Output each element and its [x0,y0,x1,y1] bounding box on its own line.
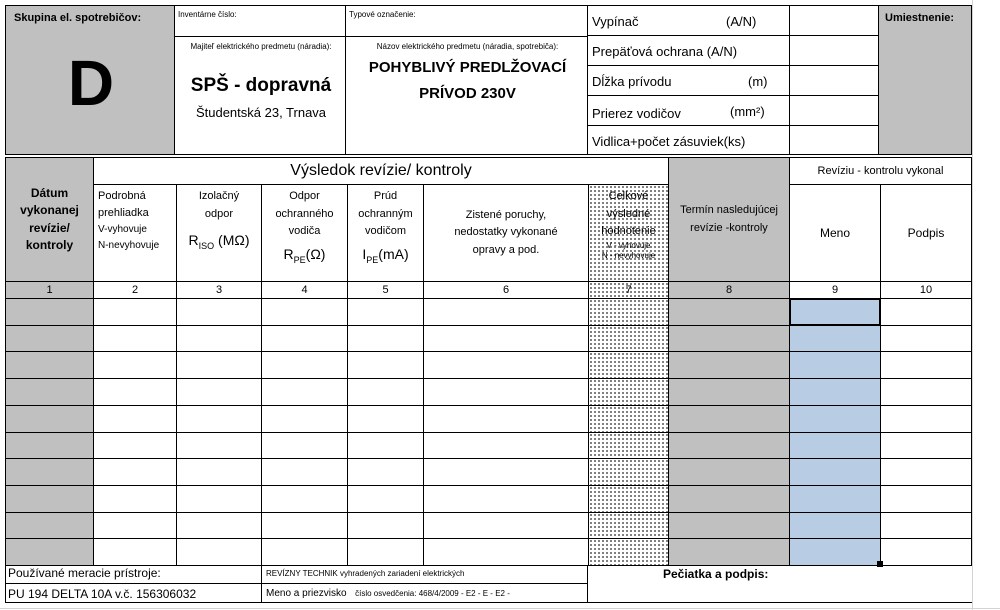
property-switch [587,5,790,36]
table-cell[interactable] [176,378,262,406]
table-cell[interactable] [93,351,177,379]
property-length [587,65,790,96]
item-cell [345,36,588,155]
col-overall-header [588,184,669,282]
col-detailed-header [93,184,177,282]
property-plug [587,125,790,155]
stamp-label: Pečiatka a podpis: [663,567,769,581]
section-title-text: Výsledok revízie/ kontroly [290,162,472,179]
col-protective-header [261,184,348,282]
table-cell[interactable] [423,351,589,379]
col-next-header [668,157,790,282]
table-cell[interactable] [176,432,262,459]
col-defects-label: Zistené poruchy, nedostatky vykonané opravy a pod. [454,208,558,256]
table-cell[interactable] [93,378,177,406]
table-cell[interactable] [93,298,177,326]
property-label: Prierez vodičov [592,106,681,121]
table-cell[interactable] [176,298,262,326]
table-cell[interactable] [668,538,790,566]
table-cell[interactable] [880,351,972,379]
table-cell[interactable] [347,405,424,433]
table-cell[interactable] [880,538,972,566]
property-value-surge[interactable] [789,35,879,66]
owner-address: Študentská 23, Trnava [195,105,327,120]
table-cell[interactable] [789,378,881,406]
table-cell[interactable] [588,512,669,539]
table-cell[interactable] [880,512,972,539]
col-name-label: Meno [819,226,851,240]
table-cell[interactable] [5,405,94,433]
property-value-switch[interactable] [789,5,879,36]
table-cell[interactable] [261,405,348,433]
table-cell[interactable] [789,485,881,513]
table-cell[interactable] [93,538,177,566]
col-overall-v: V - vyhovuje [606,240,651,250]
table-cell[interactable] [176,485,262,513]
table-cell[interactable] [423,432,589,459]
col-next-label: Termín nasledujúcej revízie -kontroly [680,203,778,234]
table-cell[interactable] [176,458,262,486]
technician-label: REVÍZNY TECHNIK vyhradených zariadení elektrických [261,566,588,583]
col-signature-header [880,184,972,282]
property-label: Dĺžka prívodu [592,74,672,89]
table-cell[interactable] [880,325,972,352]
column-number: 5 [347,281,424,299]
col-name-header [789,184,881,282]
table-cell[interactable] [588,378,669,406]
footer-bottom-line [5,602,972,603]
table-cell[interactable] [347,325,424,352]
column-number: 8 [668,281,790,299]
table-cell[interactable] [5,351,94,379]
col-protective-symbol: $R_{PE}(\Omega)$ [283,245,326,265]
table-cell[interactable] [668,432,790,459]
table-cell[interactable] [261,458,348,486]
property-value-cross-section[interactable] [789,95,879,126]
table-cell[interactable] [347,298,424,326]
col-current-header [347,184,424,282]
footer-left-line [5,566,6,603]
table-cell[interactable] [93,512,177,539]
location-cell[interactable] [878,5,972,155]
table-cell[interactable] [423,512,589,539]
group-cell [5,5,175,155]
table-cell[interactable] [261,432,348,459]
table-cell[interactable] [668,405,790,433]
table-cell[interactable] [261,351,348,379]
table-cell[interactable] [261,512,348,539]
table-cell[interactable] [93,485,177,513]
col-date-label: Dátum vykonanej revízie/ kontroly [20,185,79,252]
item-name-line2: PRÍVOD 230V [419,85,516,102]
performed-by-title [789,157,972,185]
property-label: Prepäťová ochrana (A/N) [592,44,738,59]
inventory-label: Inventárne číslo: [178,10,237,19]
table-cell[interactable] [176,351,262,379]
column-number: 6 [423,281,589,299]
stamp-cell[interactable] [587,566,972,603]
col-detailed-n: N-nevyhovuje [98,239,160,251]
item-name-line1: POHYBLIVÝ PREDLŽOVACÍ [368,59,567,76]
table-cell[interactable] [423,405,589,433]
column-number: 3 [176,281,262,299]
property-value-plug[interactable] [789,125,879,155]
table-cell[interactable] [789,405,881,433]
table-cell[interactable] [5,378,94,406]
table-cell[interactable] [423,458,589,486]
table-cell[interactable] [789,298,881,326]
table-cell[interactable] [176,512,262,539]
table-cell[interactable] [261,538,348,566]
table-cell[interactable] [423,325,589,352]
table-cell[interactable] [880,298,972,326]
owner-cell [174,36,346,155]
table-cell[interactable] [93,458,177,486]
location-label: Umiestnenie: [885,12,955,24]
table-cell[interactable] [347,538,424,566]
property-unit: (mm²) [730,104,765,119]
column-number: 1 [5,281,94,299]
col-protective-label: Odpor ochranného vodiča [275,190,334,238]
table-cell[interactable] [261,298,348,326]
table-cell[interactable] [789,512,881,539]
table-cell[interactable] [668,378,790,406]
table-cell[interactable] [588,458,669,486]
property-unit: (m) [748,74,768,89]
cert-label: číslo osvedčenia: 468/4/2009 - E2 - E - E2 - [355,589,510,598]
owner-label: Majiteľ elektrického predmetu (náradia): [190,42,332,51]
property-label: Vidlica+počet zásuviek(ks) [592,134,746,149]
property-cross-section [587,95,790,126]
table-cell[interactable] [93,405,177,433]
table-cell[interactable] [588,351,669,379]
table-cell[interactable] [5,538,94,566]
table-cell[interactable] [668,298,790,326]
table-cell[interactable] [880,405,972,433]
instrument-value[interactable]: PU 194 DELTA 10A v.č. 156306032 [5,583,262,603]
type-label: Typové označenie: [349,10,416,19]
table-cell[interactable] [5,325,94,352]
property-surge [587,35,790,66]
table-cell[interactable] [347,432,424,459]
technician-details [261,583,588,603]
table-cell[interactable] [93,432,177,459]
table-cell[interactable] [588,325,669,352]
table-cell[interactable] [789,432,881,459]
property-label: Vypínač [592,14,639,29]
table-cell[interactable] [176,325,262,352]
table-cell[interactable] [5,512,94,539]
col-date-header [5,157,94,282]
table-cell[interactable] [176,405,262,433]
table-cell[interactable] [423,378,589,406]
table-cell[interactable] [347,458,424,486]
table-cell[interactable] [588,538,669,566]
table-cell[interactable] [261,378,348,406]
gridline [0,608,1000,609]
table-cell[interactable] [789,325,881,352]
table-cell[interactable] [668,351,790,379]
col-overall-label: Celkové výsledné hodnotenie [601,190,656,238]
type-cell[interactable] [345,5,588,37]
column-number: 2 [93,281,177,299]
table-cell[interactable] [880,378,972,406]
table-cell[interactable] [93,325,177,352]
section-title [93,157,669,185]
col-signature-label: Podpis [907,226,945,240]
table-cell[interactable] [789,538,881,566]
gridline [972,0,973,610]
table-cell[interactable] [880,458,972,486]
table-cell[interactable] [423,538,589,566]
table-cell[interactable] [347,485,424,513]
column-number: 9 [789,281,881,299]
instruments-label: Používané meracie prístroje: [8,566,161,580]
table-cell[interactable] [176,538,262,566]
owner-name: SPŠ - dopravná [190,75,332,96]
table-cell[interactable] [5,485,94,513]
table-cell[interactable] [880,432,972,459]
col-detailed-v: V-vyhovuje [98,224,147,236]
col-detailed-label: Podrobná prehliadka [98,190,149,220]
col-current-label: Prúd ochranným vodičom [358,190,413,238]
table-cell[interactable] [5,298,94,326]
table-cell[interactable] [668,458,790,486]
inventory-cell[interactable] [174,5,346,37]
table-cell[interactable] [261,485,348,513]
col-insulation-symbol: $R_{ISO}$ (MΩ) [188,232,250,251]
performed-by-text: Revíziu - kontrolu vykonal [817,165,944,177]
col-insulation-header [176,184,262,282]
table-cell[interactable] [880,485,972,513]
table-cell[interactable] [588,405,669,433]
table-cell[interactable] [261,325,348,352]
table-cell[interactable] [789,351,881,379]
col-insulation-label: Izolačný odpor [198,190,240,220]
table-cell[interactable] [347,512,424,539]
table-cell[interactable] [588,298,669,326]
table-cell[interactable] [5,458,94,486]
table-cell[interactable] [347,351,424,379]
table-cell[interactable] [423,485,589,513]
name-label: Meno a priezvisko [266,588,347,599]
col-overall-n: N - nevyhovuje [601,251,656,261]
group-letter: D [67,47,115,119]
col-current-symbol: $I_{PE}(mA)$ [362,245,409,265]
table-cell[interactable] [5,432,94,459]
table-cell[interactable] [588,432,669,459]
column-number: 7 [588,281,669,299]
table-cell[interactable] [423,298,589,326]
table-cell[interactable] [789,458,881,486]
property-unit: (A/N) [726,14,757,29]
col-defects-header [423,184,589,282]
item-label: Názov elektrického predmetu (náradia, spotrebiča): [376,42,559,51]
table-cell[interactable] [668,325,790,352]
table-cell[interactable] [668,512,790,539]
group-label: Skupina el. spotrebičov: [14,12,142,24]
property-value-length[interactable] [789,65,879,96]
table-cell[interactable] [347,378,424,406]
table-cell[interactable] [588,485,669,513]
column-number: 10 [880,281,972,299]
table-cell[interactable] [668,485,790,513]
column-number: 4 [261,281,348,299]
